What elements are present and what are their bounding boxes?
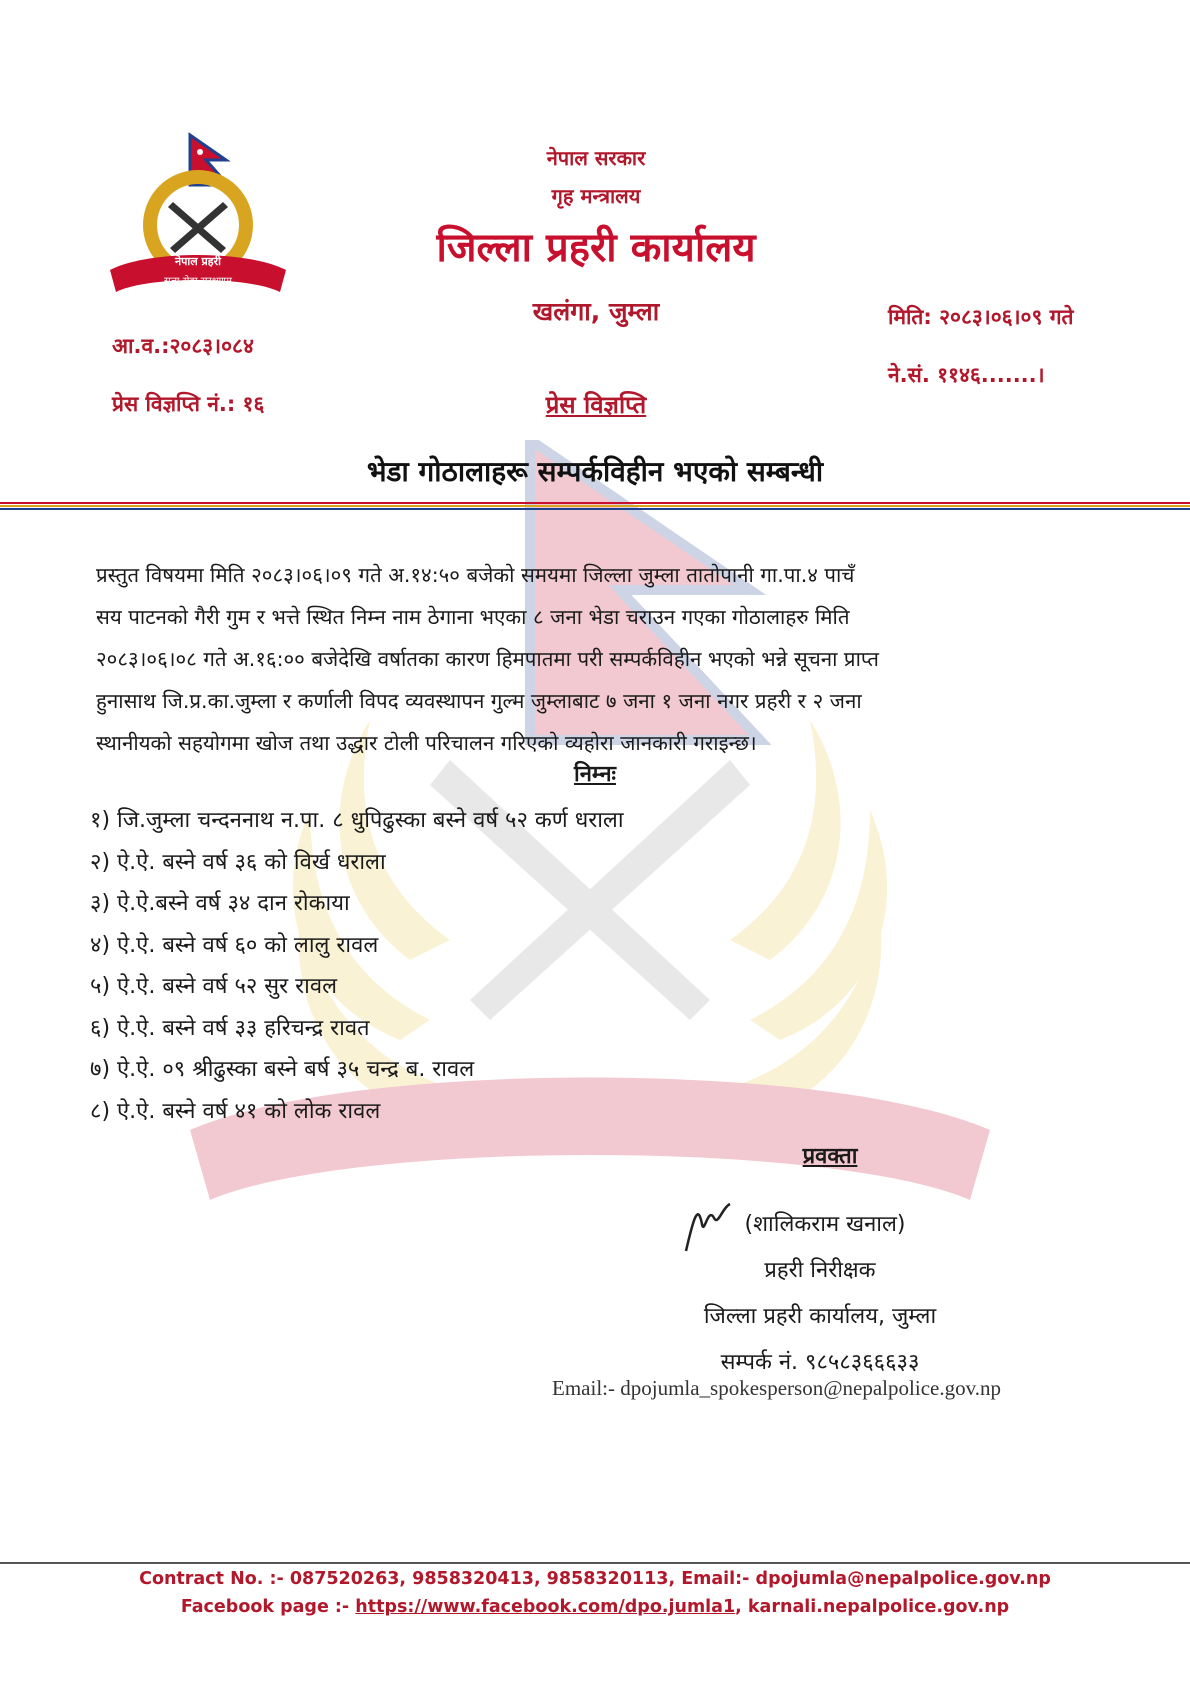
office-location: खलंगा, जुम्ला <box>532 297 660 326</box>
press-release-number: प्रेस विज्ञप्ति नं.: १६ <box>112 392 265 416</box>
subject-line: भेडा गोठालाहरू सम्पर्कविहीन भएको सम्बन्धी <box>366 455 824 488</box>
body-paragraph <box>96 554 1106 764</box>
spokesperson-phone: सम्पर्क नं. ९८५८३६६६३३ <box>720 1350 920 1375</box>
body-line: २०८३।०६।०८ गते अ.१६:०० बजेदेखि वर्षातका कारण हिमपातमा परी सम्पर्कविहीन भएको भन्ने सूचना प्राप्त <box>96 647 879 671</box>
nepal-era-year: ने.सं. ११४६.......। <box>888 363 1045 387</box>
footer-separator: , <box>735 1597 748 1617</box>
list-item: ४) ऐ.ऐ. बस्ने वर्ष ६० को लालु रावल <box>90 932 379 958</box>
spokesperson-role: प्रवक्ता <box>802 1144 858 1169</box>
header-rule-blue <box>0 508 1190 510</box>
website-link[interactable]: karnali.nepalpolice.gov.np <box>747 1597 1010 1617</box>
list-item: ३) ऐ.ऐ.बस्ने वर्ष ३४ दान रोकाया <box>90 891 350 916</box>
body-line: सय पाटनको गैरी गुम र भत्ते स्थित निम्न नाम ठेगाना भएका ८ जना भेडा चराउन गएका गोठालाहरु मिति <box>96 605 850 629</box>
list-item: १) जि.जुम्ला चन्दननाथ न.पा. ८ धुपिढुस्का बस्ने वर्ष ५२ कर्ण धराला <box>90 808 624 833</box>
government-name: नेपाल सरकार <box>546 146 646 170</box>
list-item: २) ऐ.ऐ. बस्ने वर्ष ३६ को विर्ख धराला <box>90 849 386 875</box>
fiscal-year: आ.व.:२०८३।०८४ <box>112 334 254 358</box>
press-release-title: प्रेस विज्ञप्ति <box>545 391 647 419</box>
footer-contact-label: Contract No. :- <box>139 1569 290 1589</box>
ministry-name: गृह मन्त्रालय <box>551 184 641 208</box>
facebook-link[interactable]: https://www.facebook.com/dpo.jumla1 <box>355 1597 736 1617</box>
footer-contact-numbers: 087520263, 9858320413, 9858320113, <box>289 1569 682 1589</box>
spokesperson-email: Email:- dpojumla_spokesperson@nepalpolice.gov.np <box>552 1376 1001 1400</box>
office-title: जिल्ला प्रहरी कार्यालय <box>436 225 756 271</box>
spokesperson-rank: प्रहरी निरीक्षक <box>764 1258 876 1283</box>
logo-ribbon-top-text: नेपाल प्रहरी <box>175 255 221 268</box>
logo-ribbon-bottom-text: सत्य सेवा सुरक्षणम् <box>164 276 232 287</box>
header-rule-gold <box>0 505 1190 507</box>
list-heading: निम्नः <box>574 762 616 787</box>
footer-contact <box>0 1564 1190 1594</box>
missing-persons-list <box>90 800 624 1132</box>
list-item: ७) ऐ.ऐ. ०९ श्रीढुस्का बस्ने बर्ष ३५ चन्द्र ब. रावल <box>90 1057 475 1082</box>
issue-date: मिति: २०८३।०६।०९ गते <box>888 305 1074 329</box>
list-item: ८) ऐ.ऐ. बस्ने वर्ष ४१ को लोक रावल <box>90 1098 381 1124</box>
footer-contact-email[interactable]: Email:- dpojumla@nepalpolice.gov.np <box>681 1569 1051 1589</box>
body-line: स्थानीयको सहयोगमा खोज तथा उद्धार टोली परिचालन गरिएको व्यहोरा जानकारी गराइन्छ। <box>96 731 757 755</box>
list-item: ६) ऐ.ऐ. बस्ने वर्ष ३३ हरिचन्द्र रावत <box>90 1015 370 1041</box>
header-rule-red <box>0 502 1190 504</box>
spokesperson-name: (शालिकराम खनाल) <box>744 1212 906 1237</box>
body-line: प्रस्तुत विषयमा मिति २०८३।०६।०९ गते अ.१४:५० बजेको समयमा जिल्ला जुम्ला तातोपानी गा.पा.४ पाचँ <box>96 563 855 587</box>
list-item: ५) ऐ.ऐ. बस्ने वर्ष ५२ सुर रावल <box>90 974 338 999</box>
nepal-police-logo <box>108 130 288 310</box>
footer-links <box>0 1592 1190 1622</box>
spokesperson-office: जिल्ला प्रहरी कार्यालय, जुम्ला <box>703 1304 937 1329</box>
footer-facebook-label: Facebook page :- <box>180 1597 356 1617</box>
body-line: हुनासाथ जि.प्र.का.जुम्ला र कर्णाली विपद व्यवस्थापन गुल्म जुम्लाबाट ७ जना १ जना नगर प्रहरी र २ जना <box>96 689 862 713</box>
